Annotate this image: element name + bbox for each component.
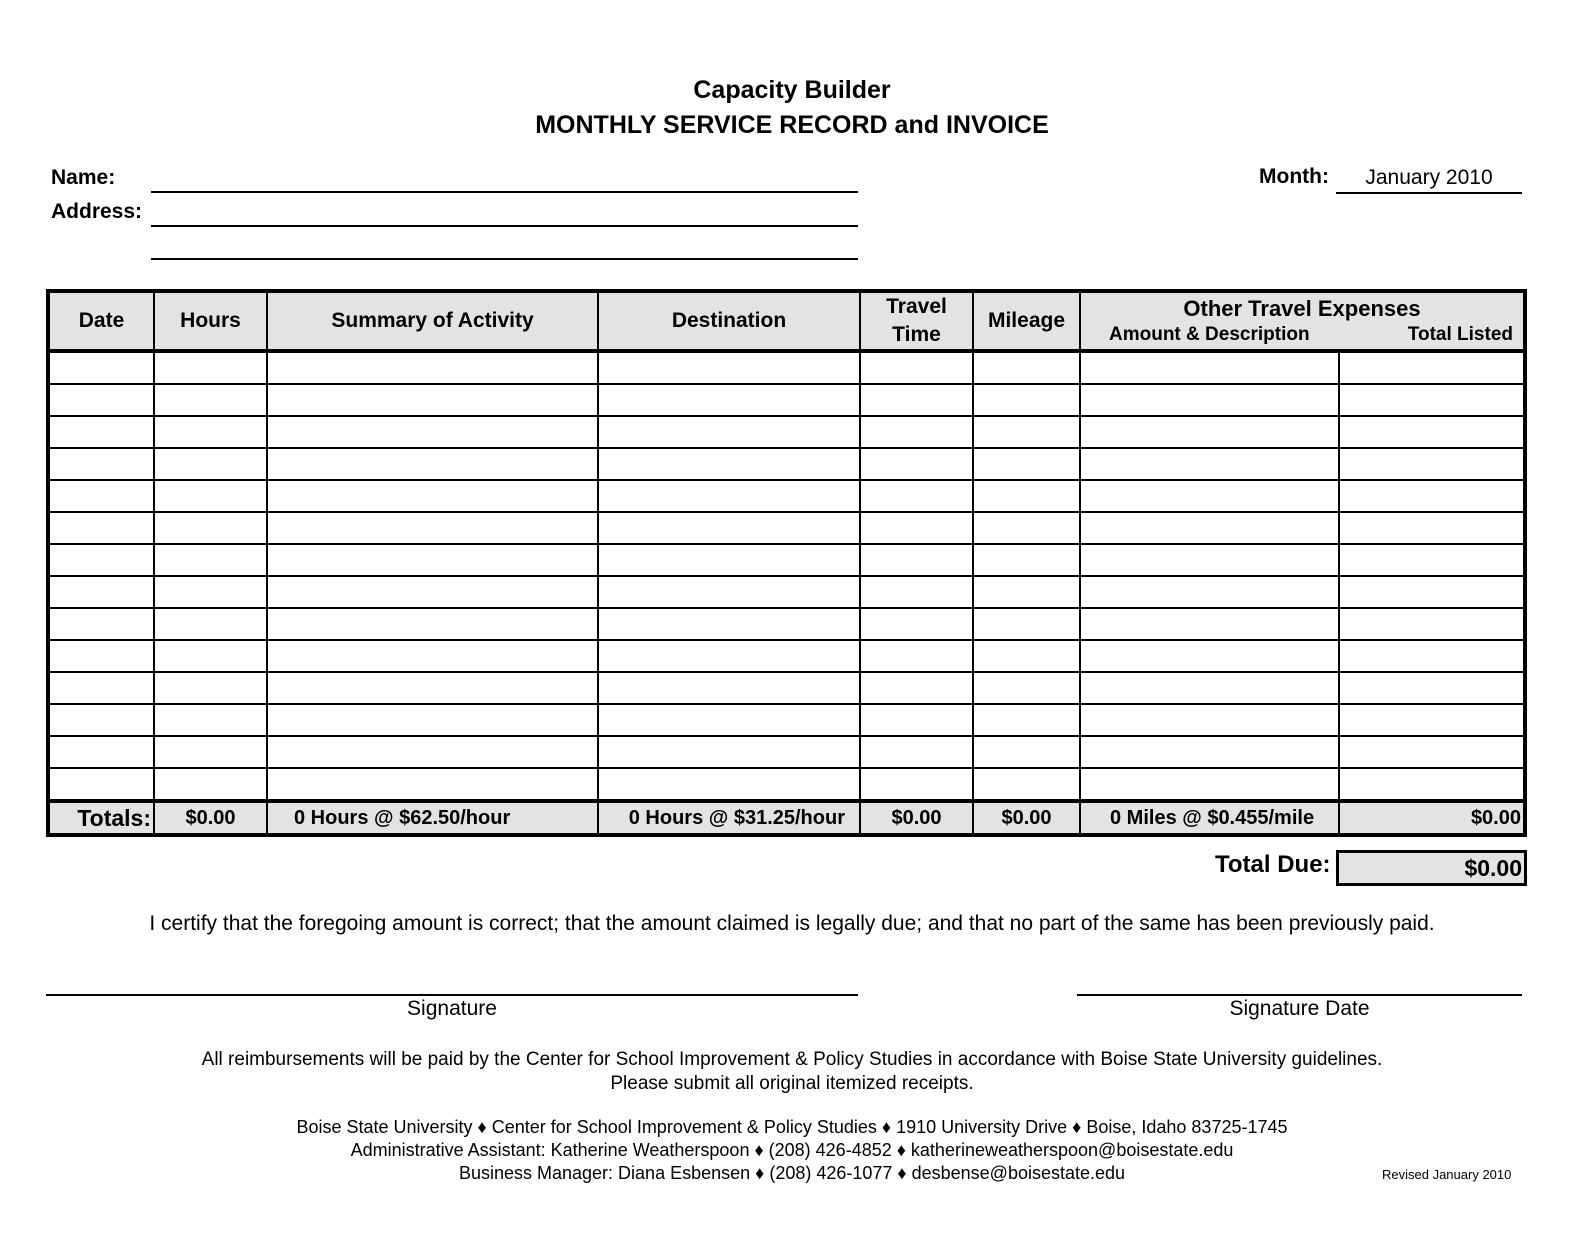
cell-travel-time[interactable] xyxy=(860,544,973,576)
total-due-value: $0.00 xyxy=(1336,850,1527,886)
cell-mileage[interactable] xyxy=(973,672,1080,704)
col-other-expenses-sub xyxy=(1081,323,1523,347)
cell-travel-time[interactable] xyxy=(860,640,973,672)
table-row xyxy=(48,480,1525,512)
cell-amount-description[interactable] xyxy=(1080,480,1339,512)
cell-hours[interactable] xyxy=(154,640,267,672)
col-destination: Destination xyxy=(598,291,860,351)
cell-amount-description[interactable] xyxy=(1080,640,1339,672)
col-amount-description: Amount & Description xyxy=(1109,324,1310,345)
cell-date[interactable] xyxy=(48,704,154,736)
receipts-note: Please submit all original itemized receipts. xyxy=(610,1073,974,1094)
cell-mileage[interactable] xyxy=(973,480,1080,512)
cell-date[interactable] xyxy=(48,672,154,704)
cell-summary[interactable] xyxy=(267,351,598,384)
cell-travel-time[interactable] xyxy=(860,448,973,480)
table-row xyxy=(48,768,1525,801)
cell-hours[interactable] xyxy=(154,448,267,480)
cell-date[interactable] xyxy=(48,480,154,512)
cell-hours[interactable] xyxy=(154,544,267,576)
cell-destination[interactable] xyxy=(598,512,860,544)
certification-text: I certify that the foregoing amount is correct; that the amount claimed is legally due; and that no part of the same has been previously paid. xyxy=(149,912,1435,935)
table-row xyxy=(48,384,1525,416)
table-row xyxy=(48,448,1525,480)
cell-hours[interactable] xyxy=(154,480,267,512)
address-label: Address: xyxy=(51,200,143,223)
cell-amount-description[interactable] xyxy=(1080,351,1339,384)
cell-hours[interactable] xyxy=(154,608,267,640)
table-row xyxy=(48,351,1525,384)
cell-date[interactable] xyxy=(48,544,154,576)
table-row xyxy=(48,416,1525,448)
cell-mileage[interactable] xyxy=(973,351,1080,384)
cell-date[interactable] xyxy=(48,384,154,416)
totals-hours: $0.00 xyxy=(154,801,267,835)
cell-total-listed[interactable] xyxy=(1339,640,1525,672)
cell-amount-description[interactable] xyxy=(1080,576,1339,608)
cell-destination[interactable] xyxy=(598,640,860,672)
cell-date[interactable] xyxy=(48,736,154,768)
col-travel-time-line1: Travel xyxy=(886,295,947,318)
cell-destination[interactable] xyxy=(598,544,860,576)
signature-date-label: Signature Date xyxy=(1229,997,1370,1020)
cell-total-listed[interactable] xyxy=(1339,672,1525,704)
cell-summary[interactable] xyxy=(267,768,598,801)
cell-travel-time[interactable] xyxy=(860,768,973,801)
cell-amount-description[interactable] xyxy=(1080,416,1339,448)
cell-destination[interactable] xyxy=(598,416,860,448)
cell-amount-description[interactable] xyxy=(1080,704,1339,736)
col-summary: Summary of Activity xyxy=(267,291,598,351)
cell-amount-description[interactable] xyxy=(1080,544,1339,576)
cell-destination[interactable] xyxy=(598,608,860,640)
signature-date-line[interactable] xyxy=(1077,994,1522,996)
footer-business-manager: Business Manager: Diana Esbensen ♦ (208) 426-1077 ♦ desbense@boisestate.edu xyxy=(458,1163,1126,1183)
cell-hours[interactable] xyxy=(154,512,267,544)
cell-amount-description[interactable] xyxy=(1080,736,1339,768)
cell-mileage[interactable] xyxy=(973,544,1080,576)
totals-travel-rate: 0 Hours @ $31.25/hour xyxy=(598,801,860,835)
reimbursement-note: All reimbursements will be paid by the Center for School Improvement & Policy Studies in accordance with Boise State University guidelines. xyxy=(201,1049,1383,1070)
cell-total-listed[interactable] xyxy=(1339,416,1525,448)
cell-date[interactable] xyxy=(48,351,154,384)
cell-summary[interactable] xyxy=(267,480,598,512)
table-row xyxy=(48,576,1525,608)
cell-mileage[interactable] xyxy=(973,384,1080,416)
cell-summary[interactable] xyxy=(267,640,598,672)
cell-hours[interactable] xyxy=(154,672,267,704)
cell-total-listed[interactable] xyxy=(1339,448,1525,480)
form-subtitle: MONTHLY SERVICE RECORD and INVOICE xyxy=(535,111,1049,139)
cell-travel-time[interactable] xyxy=(860,416,973,448)
cell-hours[interactable] xyxy=(154,384,267,416)
totals-mileage: $0.00 xyxy=(973,801,1080,835)
cell-summary[interactable] xyxy=(267,512,598,544)
cell-summary[interactable] xyxy=(267,704,598,736)
cell-hours[interactable] xyxy=(154,704,267,736)
form-title: Capacity Builder xyxy=(693,76,891,104)
cell-hours[interactable] xyxy=(154,736,267,768)
table-body xyxy=(48,351,1525,801)
cell-total-listed[interactable] xyxy=(1339,736,1525,768)
totals-row xyxy=(48,801,1525,835)
cell-travel-time[interactable] xyxy=(860,512,973,544)
cell-summary[interactable] xyxy=(267,608,598,640)
col-other-expenses-title: Other Travel Expenses xyxy=(1183,296,1421,321)
cell-destination[interactable] xyxy=(598,448,860,480)
cell-total-listed[interactable] xyxy=(1339,480,1525,512)
cell-amount-description[interactable] xyxy=(1080,512,1339,544)
cell-hours[interactable] xyxy=(154,416,267,448)
cell-amount-description[interactable] xyxy=(1080,448,1339,480)
cell-travel-time[interactable] xyxy=(860,351,973,384)
totals-travel-time: $0.00 xyxy=(860,801,973,835)
cell-mileage[interactable] xyxy=(973,736,1080,768)
totals-mileage-rate: 0 Miles @ $0.455/mile xyxy=(1080,801,1339,835)
col-date: Date xyxy=(48,291,154,351)
cell-mileage[interactable] xyxy=(973,608,1080,640)
cell-summary[interactable] xyxy=(267,448,598,480)
table-row xyxy=(48,704,1525,736)
cell-mileage[interactable] xyxy=(973,448,1080,480)
cell-mileage[interactable] xyxy=(973,576,1080,608)
cell-total-listed[interactable] xyxy=(1339,544,1525,576)
cell-travel-time[interactable] xyxy=(860,608,973,640)
cell-total-listed[interactable] xyxy=(1339,704,1525,736)
cell-hours[interactable] xyxy=(154,576,267,608)
col-total-listed: Total Listed xyxy=(1407,324,1513,345)
cell-mileage[interactable] xyxy=(973,704,1080,736)
cell-destination[interactable] xyxy=(598,351,860,384)
table-row xyxy=(48,640,1525,672)
table-header-row xyxy=(48,291,1525,351)
cell-destination[interactable] xyxy=(598,672,860,704)
cell-total-listed[interactable] xyxy=(1339,768,1525,801)
name-label: Name: xyxy=(51,166,116,189)
cell-mileage[interactable] xyxy=(973,768,1080,801)
cell-travel-time[interactable] xyxy=(860,576,973,608)
table-row xyxy=(48,608,1525,640)
col-hours: Hours xyxy=(154,291,267,351)
col-travel-time-line2: Time xyxy=(892,323,941,346)
cell-destination[interactable] xyxy=(598,384,860,416)
table-row xyxy=(48,672,1525,704)
cell-date[interactable] xyxy=(48,512,154,544)
service-record-table xyxy=(46,289,1527,837)
cell-summary[interactable] xyxy=(267,576,598,608)
cell-summary[interactable] xyxy=(267,672,598,704)
month-label: Month: xyxy=(1259,165,1329,188)
table-row xyxy=(48,544,1525,576)
cell-total-listed[interactable] xyxy=(1339,384,1525,416)
cell-destination[interactable] xyxy=(598,736,860,768)
signature-line[interactable] xyxy=(46,994,858,996)
name-field[interactable] xyxy=(151,191,858,193)
cell-date[interactable] xyxy=(48,608,154,640)
cell-total-listed[interactable] xyxy=(1339,576,1525,608)
month-field[interactable]: January 2010 xyxy=(1336,166,1522,194)
cell-destination[interactable] xyxy=(598,768,860,801)
cell-hours[interactable] xyxy=(154,351,267,384)
cell-total-listed[interactable] xyxy=(1339,351,1525,384)
cell-travel-time[interactable] xyxy=(860,480,973,512)
col-travel-time xyxy=(860,291,973,351)
cell-amount-description[interactable] xyxy=(1080,672,1339,704)
cell-total-listed[interactable] xyxy=(1339,608,1525,640)
cell-travel-time[interactable] xyxy=(860,384,973,416)
signature-label: Signature xyxy=(407,997,497,1020)
cell-summary[interactable] xyxy=(267,544,598,576)
footer-address: Boise State University ♦ Center for School Improvement & Policy Studies ♦ 1910 University Drive ♦ Boise, Idaho 83725-1745 xyxy=(296,1117,1288,1137)
totals-other: $0.00 xyxy=(1339,801,1525,835)
cell-date[interactable] xyxy=(48,576,154,608)
cell-travel-time[interactable] xyxy=(860,704,973,736)
cell-mileage[interactable] xyxy=(973,640,1080,672)
cell-travel-time[interactable] xyxy=(860,672,973,704)
table-row xyxy=(48,512,1525,544)
col-mileage: Mileage xyxy=(973,291,1080,351)
cell-mileage[interactable] xyxy=(973,416,1080,448)
cell-summary[interactable] xyxy=(267,384,598,416)
totals-label: Totals: xyxy=(48,801,154,835)
total-due-label: Total Due: xyxy=(1215,851,1331,878)
cell-mileage[interactable] xyxy=(973,512,1080,544)
table-row xyxy=(48,736,1525,768)
footer-admin-assistant: Administrative Assistant: Katherine Weatherspoon ♦ (208) 426-4852 ♦ katherineweatherspoon@boisestate.edu xyxy=(350,1140,1234,1160)
cell-amount-description[interactable] xyxy=(1080,608,1339,640)
cell-total-listed[interactable] xyxy=(1339,512,1525,544)
cell-destination[interactable] xyxy=(598,480,860,512)
cell-summary[interactable] xyxy=(267,736,598,768)
cell-date[interactable] xyxy=(48,640,154,672)
cell-destination[interactable] xyxy=(598,704,860,736)
cell-destination[interactable] xyxy=(598,576,860,608)
revised-date: Revised January 2010 xyxy=(1382,1167,1512,1182)
address-field-line-1[interactable] xyxy=(151,225,858,227)
col-other-expenses xyxy=(1080,291,1525,351)
cell-amount-description[interactable] xyxy=(1080,384,1339,416)
cell-date[interactable] xyxy=(48,416,154,448)
cell-date[interactable] xyxy=(48,768,154,801)
address-field-line-2[interactable] xyxy=(151,258,858,260)
totals-hour-rate: 0 Hours @ $62.50/hour xyxy=(267,801,598,835)
cell-hours[interactable] xyxy=(154,768,267,801)
cell-amount-description[interactable] xyxy=(1080,768,1339,801)
cell-travel-time[interactable] xyxy=(860,736,973,768)
cell-date[interactable] xyxy=(48,448,154,480)
cell-summary[interactable] xyxy=(267,416,598,448)
